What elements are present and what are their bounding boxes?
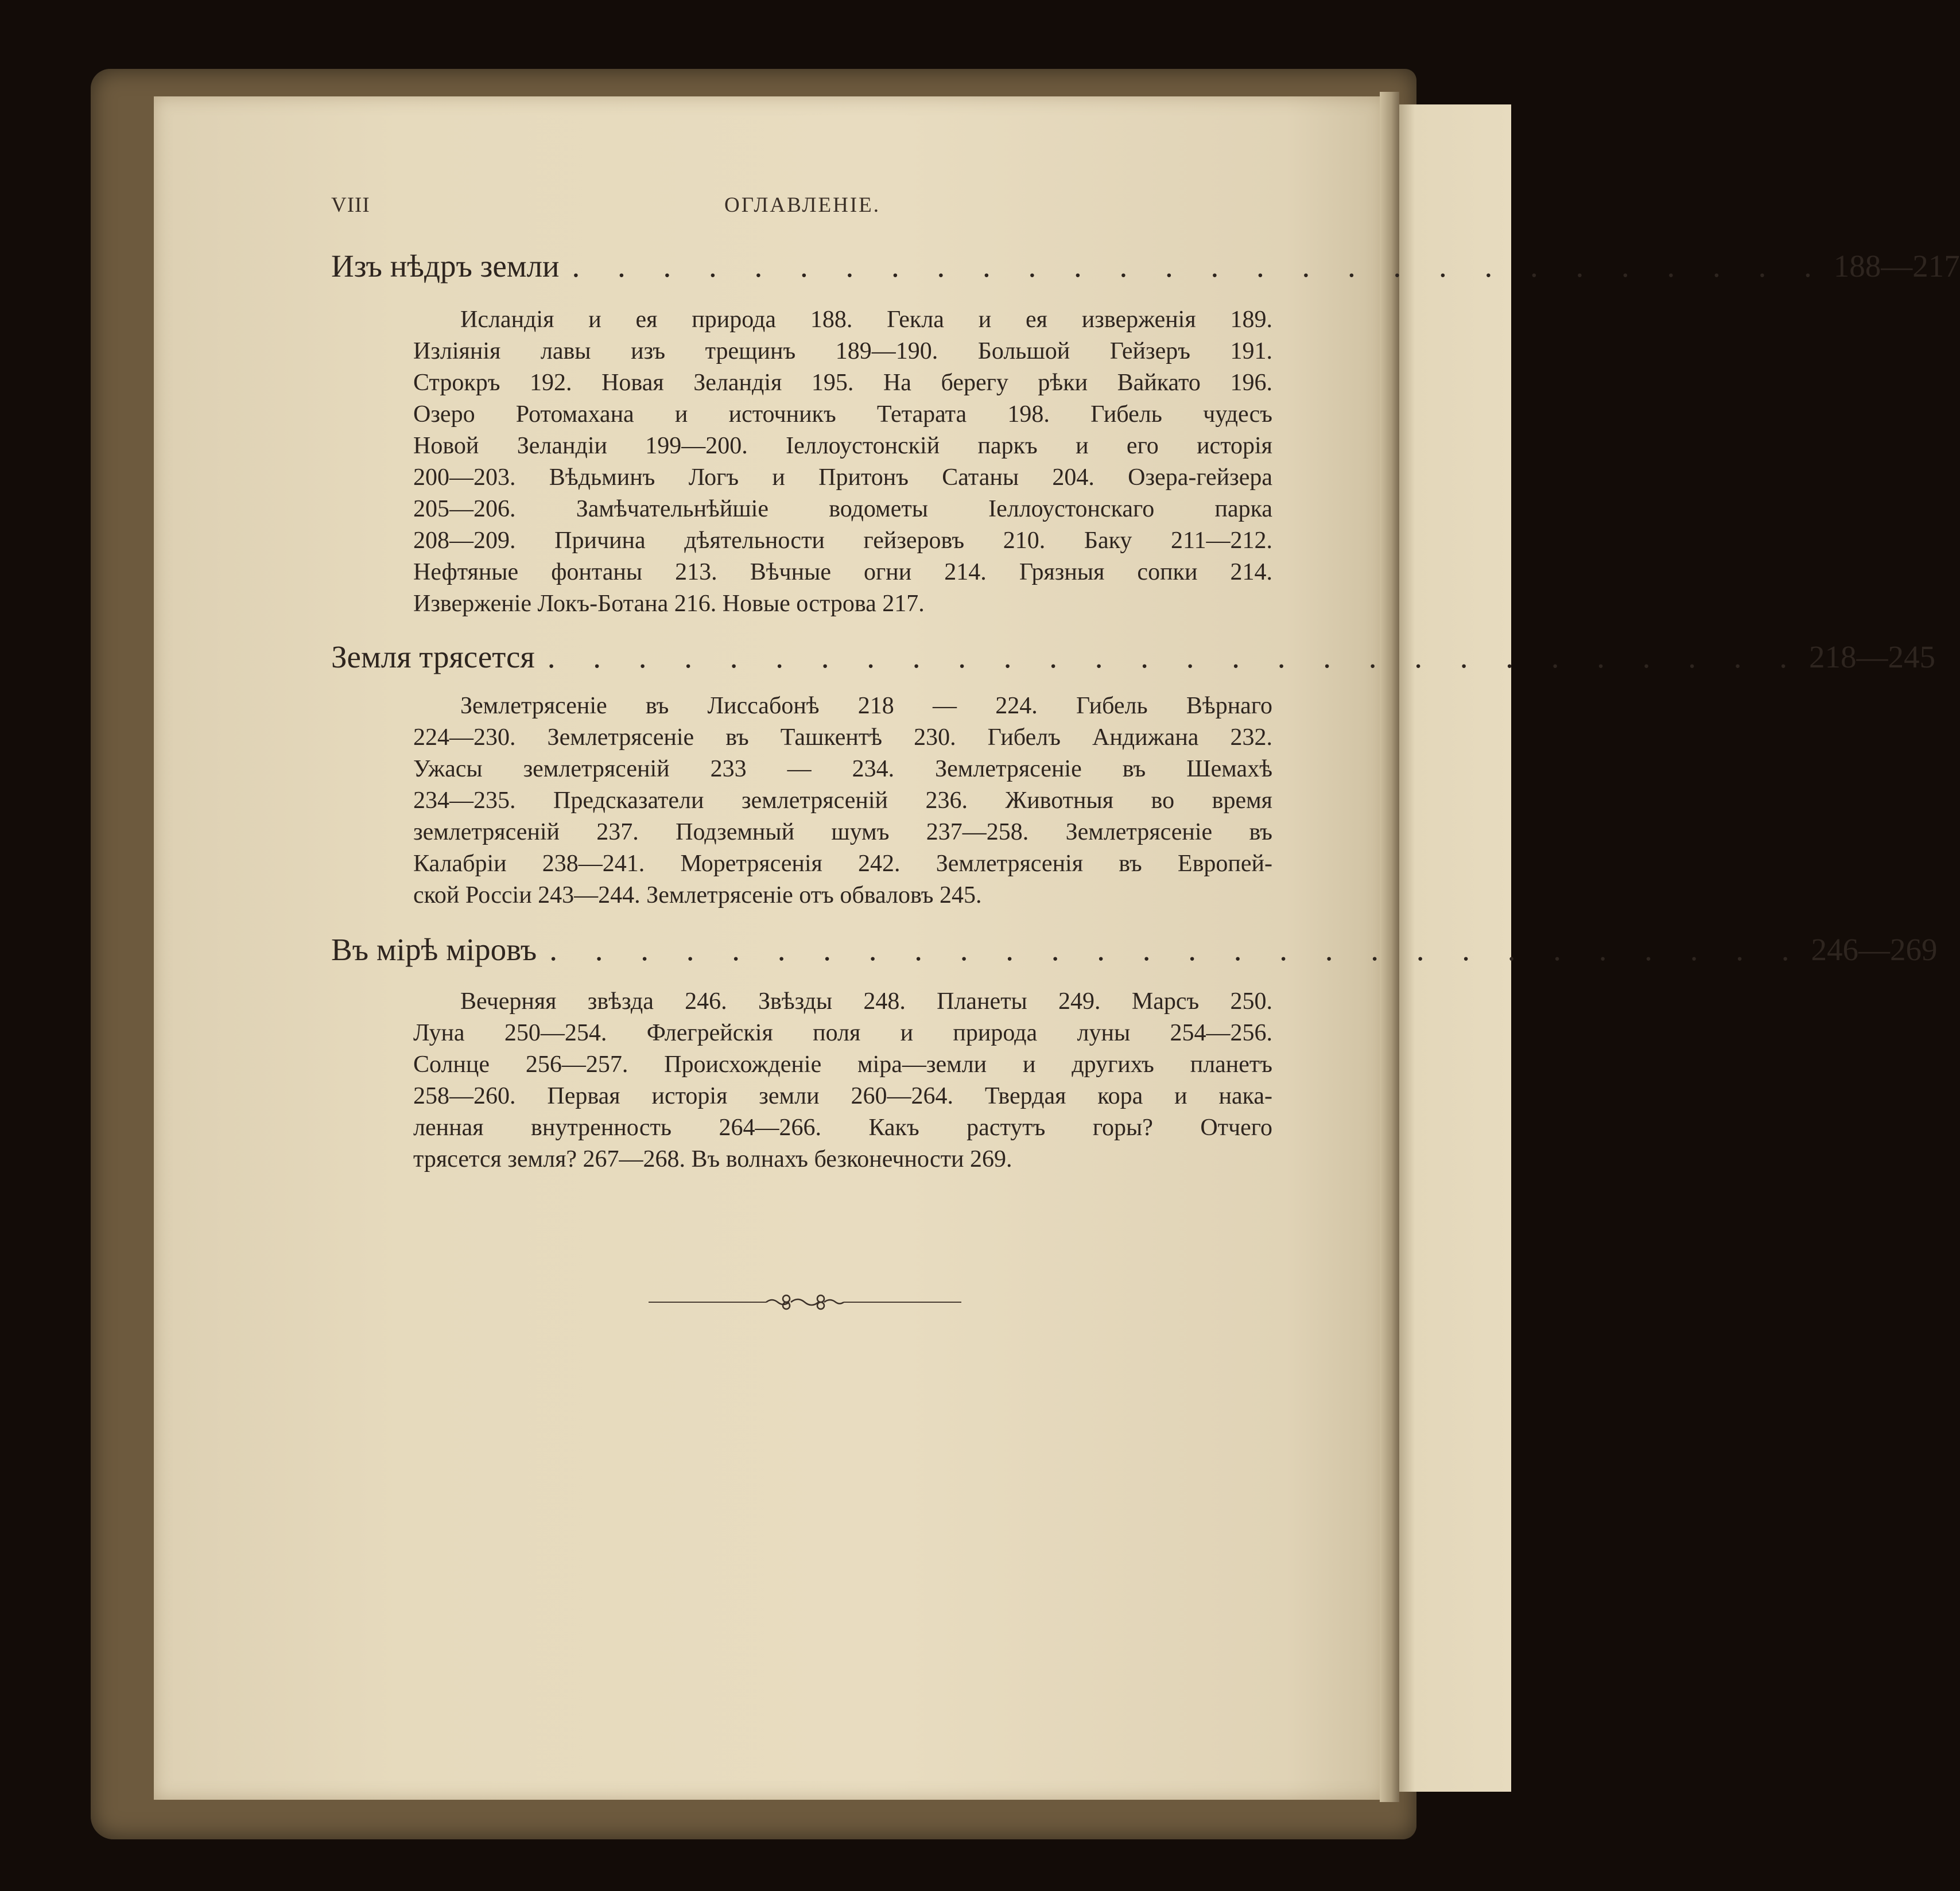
summary-line: Землетрясеніе въ Лиссабонѣ 218 — 224. Гибель Вѣрнаго [460,693,1272,719]
toc-leader-dots: . . . . . . . . . . . . . . . . . . . . . . . . . . . . [549,932,1804,967]
summary-line: Луна 250—254. Флегрейскія поля и природа луны 254—256. [413,1020,1272,1046]
toc-section-name: Въ мірѣ міровъ [331,932,537,967]
summary-line: Вечерняя звѣзда 246. Звѣзды 248. Планеты 249. Марсъ 250. [460,988,1272,1015]
toc-section-name: Изъ нѣдръ земли [331,248,560,284]
toc-section-summary [413,986,1272,1175]
summary-line: 234—235. Предсказатели землетрясеній 236. Животныя во время [413,787,1272,814]
toc-section-pages: 246—269 [1811,932,1938,967]
toc-section-pages: 188—217 [1833,248,1960,284]
running-title: ОГЛАВЛЕНІЕ. [724,193,881,217]
toc-section-title [331,931,1938,972]
toc-leader-dots: . . . . . . . . . . . . . . . . . . . . . . . . . . . . [547,639,1802,674]
summary-line: Новой Зеландіи 199—200. Іеллоустонскій паркъ и его исторія [413,433,1272,459]
summary-line: землетрясеній 237. Подземный шумъ 237—258. Землетрясеніе въ [413,819,1272,845]
summary-line: трясется земля? 267—268. Въ волнахъ безконечности 269. [413,1146,1012,1172]
summary-line: 208—209. Причина дѣятельности гейзеровъ 210. Баку 211—212. [413,527,1272,554]
summary-line: 205—206. Замѣчательнѣйшіе водометы Іеллоустонскаго парка [413,496,1272,522]
summary-line: 258—260. Первая исторія земли 260—264. Твердая кора и нака- [413,1083,1272,1109]
summary-line: 200—203. Вѣдьминъ Логъ и Притонъ Сатаны 204. Озера-гейзера [413,464,1272,491]
flourish-divider-icon [649,1291,961,1314]
summary-line: Изліянія лавы изъ трещинъ 189—190. Большой Гейзеръ 191. [413,338,1272,364]
summary-line: Ужасы землетрясеній 233 — 234. Землетрясеніе въ Шемахѣ [413,756,1272,782]
toc-leader-dots: . . . . . . . . . . . . . . . . . . . . . . . . . . . . [572,248,1827,284]
summary-line: Исландія и ея природа 188. Гекла и ея изверженія 189. [460,306,1272,333]
page-number: VIII [331,193,370,217]
toc-section-title [331,248,1960,288]
toc-section-pages: 218—245 [1808,639,1935,674]
summary-line: ленная внутренность 264—266. Какъ растутъ горы? Отчего [413,1115,1272,1141]
toc-section-summary [413,690,1272,911]
summary-line: Солнце 256—257. Происхожденіе міра—земли и другихъ планетъ [413,1051,1272,1078]
summary-line: ской Россіи 243—244. Землетрясеніе отъ обваловъ 245. [413,882,982,908]
toc-section-name: Земля трясется [331,639,535,674]
toc-section-title [331,639,1935,679]
summary-line: Изверженіе Локъ-Ботана 216. Новые острова 217. [413,591,925,617]
summary-line: Калабріи 238—241. Моретрясенія 242. Землетрясенія въ Европей- [413,851,1272,877]
summary-line: Озеро Ротомахана и источникъ Тетарата 198. Гибель чудесъ [413,401,1272,428]
summary-line: Нефтяные фонтаны 213. Вѣчные огни 214. Грязныя сопки 214. [413,559,1272,585]
summary-line: Строкръ 192. Новая Зеландія 195. На берегу рѣки Вайкато 196. [413,370,1272,396]
summary-line: 224—230. Землетрясеніе въ Ташкентѣ 230. Гибелъ Андижана 232. [413,724,1272,751]
toc-section-summary [413,304,1272,620]
